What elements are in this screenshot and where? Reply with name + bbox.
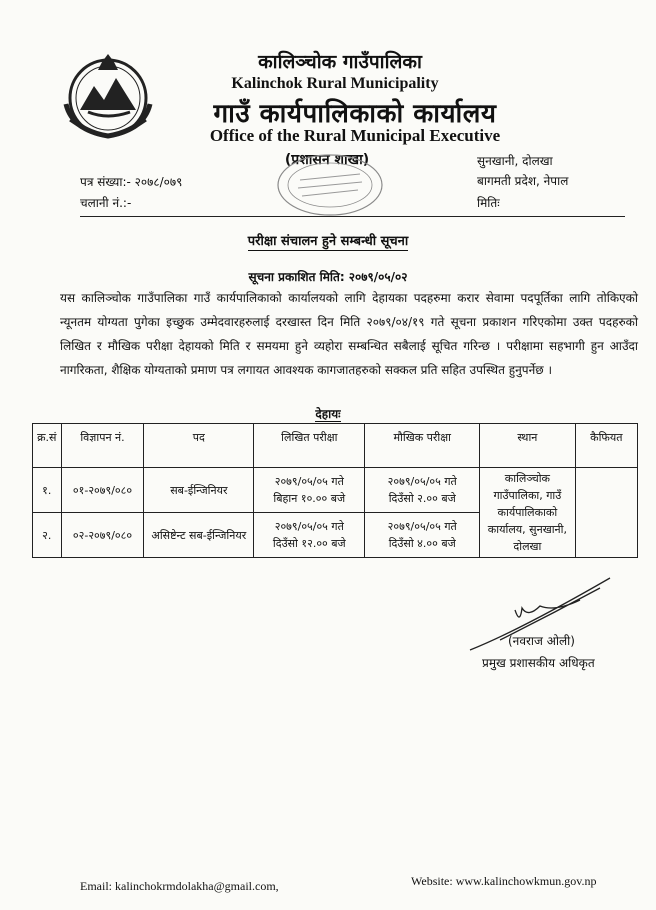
signer-name: (नवराज ओली) <box>508 634 575 648</box>
row-post: असिष्टेन्ट सब-ईन्जिनियर <box>144 513 254 558</box>
header-divider <box>80 216 625 217</box>
row-ad-no: ०२-२०७९/०८० <box>61 513 144 558</box>
nepal-emblem-logo <box>58 50 158 142</box>
remarks-cell <box>575 468 637 558</box>
address-line-2: बागमती प्रदेश, नेपाल <box>477 174 569 188</box>
table-header-row <box>33 424 638 468</box>
footer-website: Website: www.kalinchowkmun.gov.np <box>411 874 597 888</box>
row-sn: २. <box>33 513 62 558</box>
row-oral: २०७९/०५/०५ गते दिउँसो ४.०० बजे <box>365 513 480 558</box>
col-header-remarks: कैफियत <box>575 424 637 468</box>
col-header-post: पद <box>144 424 254 468</box>
exam-schedule-table <box>32 423 638 558</box>
address-line-1: सुनखानी, दोलखा <box>477 154 553 168</box>
col-header-sn: क्र.सं <box>33 424 62 468</box>
row-written: २०७९/०५/०५ गते बिहान १०.०० बजे <box>254 468 365 513</box>
row-sn: १. <box>33 468 62 513</box>
published-date: सूचना प्रकाशित मिति: २०७९/०५/०२ <box>248 270 408 284</box>
reference-number: पत्र संख्या:- २०७८/०७९ <box>80 175 183 189</box>
notice-title: परीक्षा संचालन हुने सम्बन्धी सूचना <box>247 234 409 249</box>
dispatch-number: चलानी नं.:- <box>80 196 132 210</box>
col-header-venue: स्थान <box>480 424 576 468</box>
signer-title: प्रमुख प्रशासकीय अधिकृत <box>482 656 595 670</box>
office-stamp-icon <box>270 150 390 220</box>
row-oral: २०७९/०५/०५ गते दिउँसो २.०० बजे <box>365 468 480 513</box>
venue-cell: कालिञ्चोक गाउँपालिका, गाउँ कार्यपालिकाको कार्यालय, सुनखानी, दोलखा <box>480 468 576 558</box>
col-header-ad-no: विज्ञापन नं. <box>61 424 144 468</box>
municipality-name-np: कालिञ्चोक गाउँपालिका <box>258 51 422 73</box>
office-name-en: Office of the Rural Municipal Executive <box>209 126 501 145</box>
notice-body: यस कालिञ्चोक गाउँपालिका गाउँ कार्यपालिकाको कार्यालयको लागि देहायका पदहरुमा करार सेवामा पदपूर्तिका लागि तोकिएको न्यूनतम योग्यता पुगेका इच्छुक उम्मेदवारहरुलाई दरखास्त दिन मिति २०७९/०४/१९ गते सूचना प्रकाशन गरिएकोमा उक्त पदहरुको लिखित र मौखिक परीक्षा देहायको मिति र समयमा हुने व्यहोरा सम्बन्धित सबैलाई सूचित गरिन्छ । परीक्षामा सहभागी हुन आउँदा नागरिकता, शैक्षिक योग्यताको प्रमाण पत्र लगायत आवश्यक कागजातहरुको सक्कल प्रति सहित उपस्थित हुनुपर्नेछ । <box>60 291 638 377</box>
footer-email: Email: kalinchokrmdolakha@gmail.com, <box>80 879 279 893</box>
col-header-oral: मौखिक परीक्षा <box>365 424 480 468</box>
municipality-name-en: Kalinchok Rural Municipality <box>231 75 439 92</box>
date-label: मितिः <box>477 196 500 210</box>
row-written: २०७९/०५/०५ गते दिउँसो १२.०० बजे <box>254 513 365 558</box>
branch-name: (प्रशासन शाखा) <box>284 152 370 168</box>
col-header-written: लिखित परीक्षा <box>254 424 365 468</box>
row-post: सब-ईन्जिनियर <box>144 468 254 513</box>
row-ad-no: ०१-२०७९/०८० <box>61 468 144 513</box>
office-name-np: गाउँ कार्यपालिकाको कार्यालय <box>213 99 497 129</box>
table-row <box>33 468 638 513</box>
annex-label: देहायः <box>315 407 341 421</box>
